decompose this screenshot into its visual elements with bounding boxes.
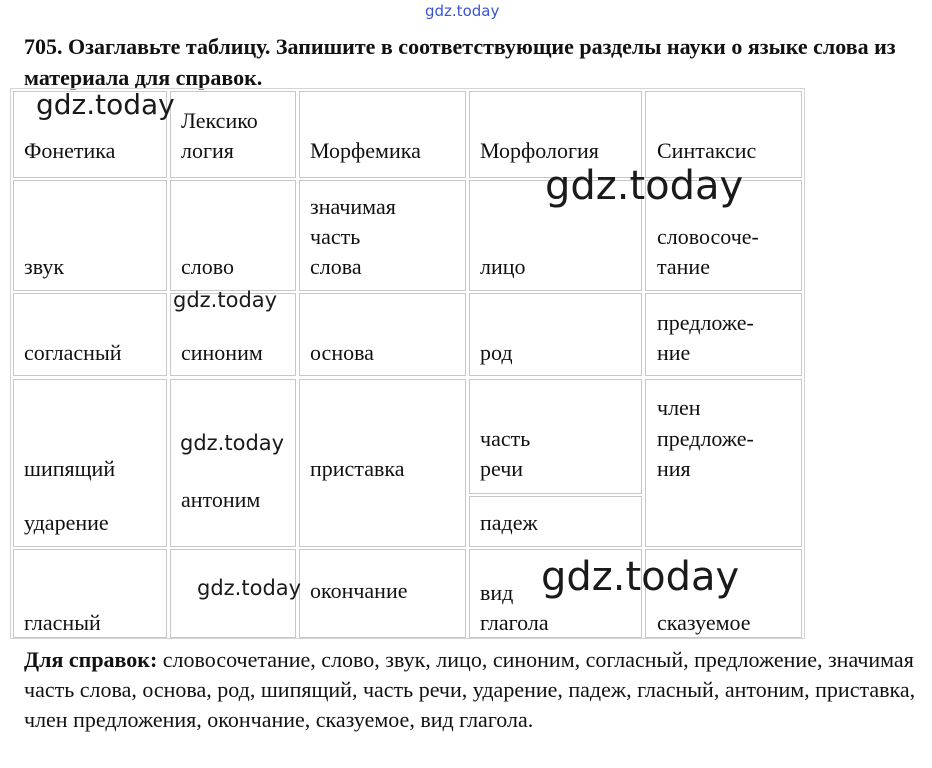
cell-text: слова [310, 254, 362, 279]
watermark: gdz.today [541, 554, 740, 600]
cell-text: приставка [310, 456, 405, 481]
header-fonetika: Фонетика [24, 138, 116, 163]
cell-text: антоним [181, 487, 261, 512]
cell-text: сказуемое [657, 610, 751, 635]
cell-text: словосоче- [657, 224, 759, 249]
cell-text: звук [24, 254, 65, 279]
header-leksikologiya-part2: логия [181, 138, 234, 163]
cell-text: род [480, 340, 513, 365]
cell-text: ние [657, 340, 691, 365]
cell-text: основа [310, 340, 374, 365]
cell-text: гласный [24, 610, 101, 635]
header-morfologiya: Морфология [480, 138, 599, 163]
header-leksikologiya-part1: Лексико [181, 108, 258, 133]
cell-text: ния [657, 456, 691, 481]
cell-text: падеж [480, 510, 538, 535]
table-cell [170, 379, 296, 547]
header-morfemika: Морфемика [310, 138, 421, 163]
cell-text: тание [657, 254, 710, 279]
cell-text: слово [181, 254, 234, 279]
watermark: gdz.today [425, 2, 500, 20]
cell-text: ударение [24, 510, 109, 535]
cell-text: шипящий [24, 456, 116, 481]
watermark: gdz.today [36, 88, 175, 121]
reference-paragraph [24, 645, 924, 735]
cell-text: часть [480, 426, 531, 451]
watermark: gdz.today [545, 163, 744, 209]
watermark: gdz.today [197, 576, 302, 600]
watermark: gdz.today [180, 431, 285, 455]
reference-label: Для справок: [24, 647, 158, 672]
cell-text: вид [480, 580, 514, 605]
cell-text: предложе- [657, 426, 754, 451]
cell-text: согласный [24, 340, 122, 365]
cell-text: часть [310, 224, 361, 249]
cell-text: предложе- [657, 310, 754, 335]
cell-text: лицо [480, 254, 526, 279]
watermark: gdz.today [173, 288, 278, 312]
reference-text: словосочетание, слово, звук, лицо, синоним, согласный, предложение, значимая часть слова, основа, род, шипящий, часть речи, ударение, падеж, гласный, антоним, приставка, член предложения, окончание, сказуемое, вид глагола. [24, 647, 916, 732]
header-sintaksis: Синтаксис [657, 138, 757, 163]
cell-text: речи [480, 456, 524, 481]
cell-text: глагола [480, 610, 549, 635]
cell-text: окончание [310, 578, 408, 603]
task-title: 705. Озаглавьте таблицу. Запишите в соответствующие разделы науки о языке слова из материала для справок. [24, 34, 896, 90]
cell-text: значимая [310, 194, 396, 219]
cell-text: синоним [181, 340, 263, 365]
cell-text: член [657, 395, 701, 420]
